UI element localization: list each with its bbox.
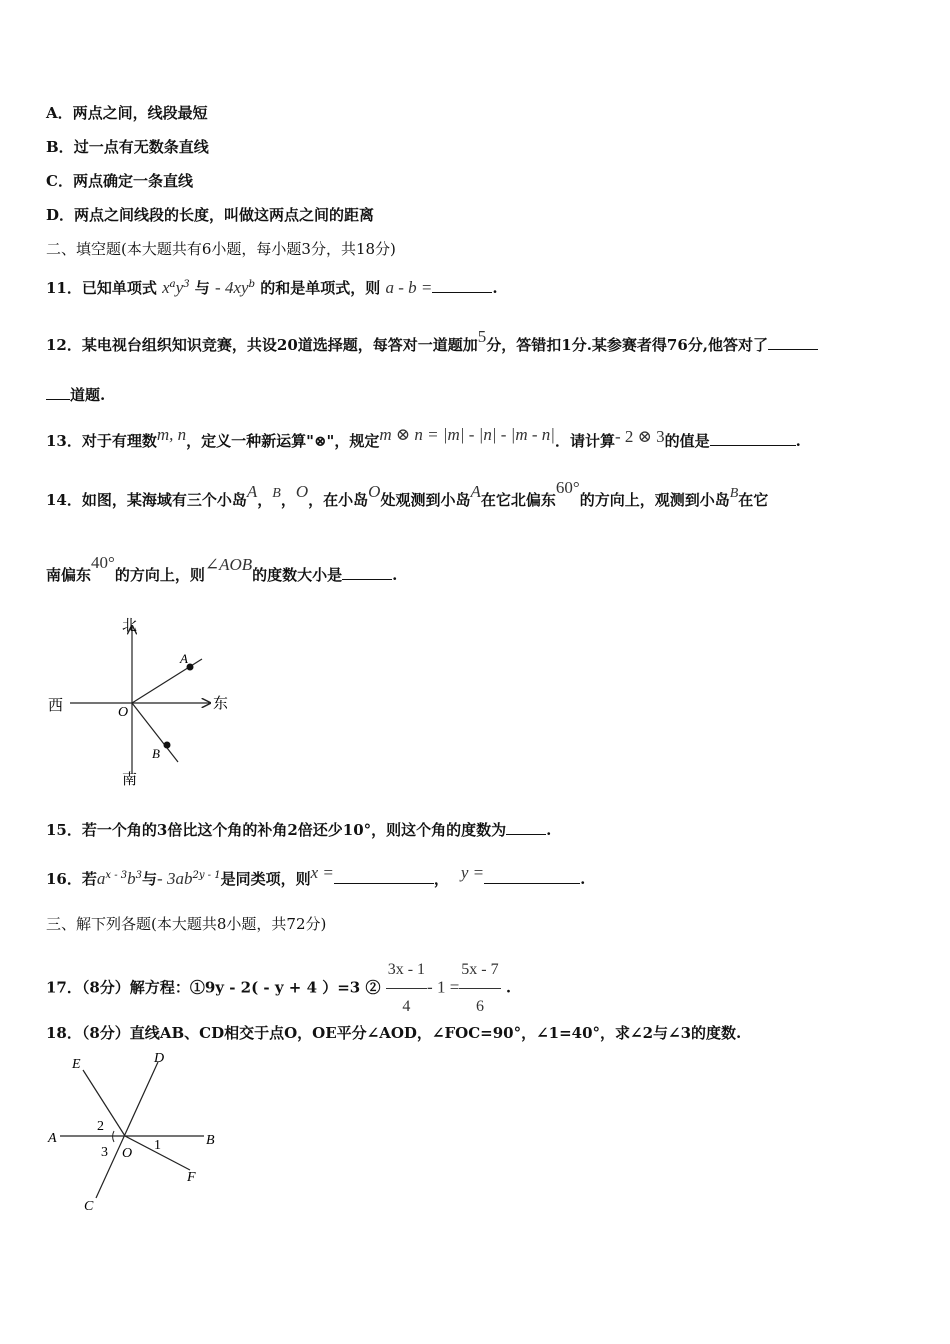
point-f-label: F	[187, 1170, 196, 1185]
ray-oe	[83, 1070, 125, 1136]
section-2-heading: 二、填空题(本大题共有6小题，每小题3分，共18分)	[46, 240, 396, 258]
question-11: 11．已知单项式 $x^ay^3$ 与 - $4xy^b$ 的和是单项式，则 a - b = .	[46, 278, 498, 297]
island-a-label: A	[180, 651, 188, 666]
south-label: 南	[122, 772, 138, 787]
question-14-cont: 南偏东40°的方向上，则∠AOB的度数大小是 .	[46, 553, 398, 584]
compass-figure	[40, 612, 250, 787]
fraction-2: $\frac{5x - 7}{6}$	[459, 952, 500, 1025]
section-3-heading: 三、解下列各题(本大题共8小题，共72分)	[46, 915, 327, 933]
angle-1-label: 1	[154, 1138, 161, 1153]
angle-3-label: 3	[101, 1145, 108, 1160]
option-d: D．两点之间线段的长度，叫做这两点之间的距离	[46, 206, 375, 224]
island-b-label: B	[152, 746, 160, 761]
question-18: 18．（8分）直线AB、CD相交于点O，OE平分∠AOD，∠FOC=90°，∠1=40°，求∠2与∠3的度数.	[46, 1024, 742, 1042]
point-o-label: O	[122, 1146, 133, 1161]
option-b: B．过一点有无数条直线	[46, 138, 209, 156]
lines-figure	[40, 1048, 240, 1218]
question-15: 15．若一个角的3倍比这个角的补角2倍还少10°，则这个角的度数为 .	[46, 821, 552, 839]
island-b-dot	[164, 742, 171, 749]
question-12-cont: 道题.	[46, 385, 105, 405]
west-label: 西	[48, 698, 64, 714]
option-c: C．两点确定一条直线	[46, 172, 193, 190]
point-c-label: C	[84, 1199, 94, 1214]
point-d-label: D	[154, 1051, 165, 1066]
fraction-1: $\frac{3x - 1}{4}$	[386, 952, 427, 1025]
angle-2-label: 2	[97, 1119, 104, 1134]
east-label: 东	[213, 696, 229, 712]
line-cd	[96, 1062, 158, 1198]
point-e-label: E	[72, 1057, 81, 1072]
origin-label: O	[118, 705, 129, 720]
question-13: 13．对于有理数m, n，定义一种新运算"⊗"，规定m ⊗ n = |m| - |n| - |m - n|．请计算- 2 ⊗ 3的值是 .	[46, 425, 801, 450]
question-17: 17．（8分）解方程：①9y - 2( - y + 4 ）=3 ② $\frac{3x - 1}{4}$ - 1 = $\frac{5x - 7}{6}$ .	[46, 952, 511, 1025]
option-a: A．两点之间，线段最短	[46, 104, 208, 122]
question-14: 14．如图，某海域有三个小岛A，B，O，在小岛O处观测到小岛A在它北偏东60°的方向上，观测到小岛B在它	[46, 478, 769, 509]
north-label: 北	[122, 618, 138, 634]
point-a-label: A	[48, 1131, 57, 1146]
question-16: 16．若$a^{x - 3}b^3$与- $3ab^{2y - 1}$是同类项，则x = ， y = .	[46, 863, 586, 888]
question-12: 12．某电视台组织知识竞赛，共设20道选择题，每答对一道题加5分，答错扣1分.某参赛者得76分,他答对了	[46, 335, 818, 355]
point-b-label: B	[206, 1133, 215, 1148]
